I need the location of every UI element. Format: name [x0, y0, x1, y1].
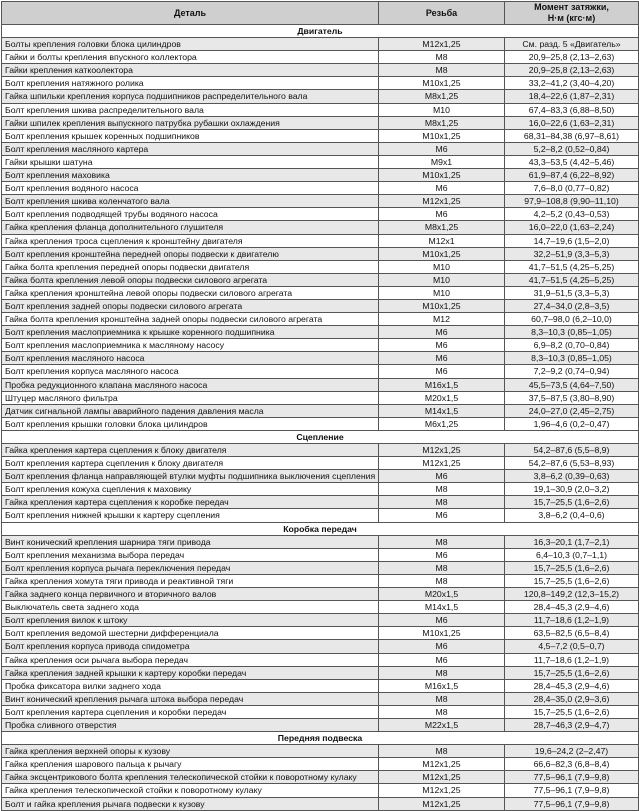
torque-cell: 6,4–10,3 (0,7–1,1) [505, 548, 639, 561]
thread-cell: M8x1,25 [379, 90, 505, 103]
header-torque [505, 2, 639, 25]
thread-cell: M10 [379, 260, 505, 273]
thread-cell: M10x1,25 [379, 247, 505, 260]
torque-cell: 7,2–9,2 (0,74–0,94) [505, 365, 639, 378]
table-row [2, 601, 639, 614]
thread-cell: M6 [379, 182, 505, 195]
part-cell: Винт конический крепления рычага штока выбора передач [2, 692, 379, 705]
part-cell: Гайка крепления хомута тяги привода и реактивной тяги [2, 574, 379, 587]
torque-cell: 32,2–51,9 (3,3–5,3) [505, 247, 639, 260]
torque-cell: 6,9–8,2 (0,70–0,84) [505, 339, 639, 352]
table-row [2, 653, 639, 666]
table-row [2, 142, 639, 155]
table-row [2, 417, 639, 430]
torque-cell: 45,5–73,5 (4,64–7,50) [505, 378, 639, 391]
table-row [2, 561, 639, 574]
table-row [2, 155, 639, 168]
torque-cell: 97,9–108,8 (9,90–11,10) [505, 195, 639, 208]
torque-cell: 31,9–51,5 (3,3–5,3) [505, 286, 639, 299]
part-cell: Болт крепления ведомой шестерни дифференциала [2, 627, 379, 640]
table-row [2, 391, 639, 404]
part-cell: Болт и гайка крепления рычага подвески к кузову [2, 797, 379, 810]
thread-cell: M6 [379, 326, 505, 339]
torque-cell: 14,7–19,6 (1,5–2,0) [505, 234, 639, 247]
table-row [2, 365, 639, 378]
torque-cell: 66,6–82,3 (6,8–8,4) [505, 758, 639, 771]
torque-cell: 15,7–25,5 (1,6–2,6) [505, 496, 639, 509]
part-cell: Болт крепления картера сцепления к блоку двигателя [2, 457, 379, 470]
thread-cell: M10 [379, 286, 505, 299]
part-cell: Болт крепления кожуха сцепления к маховику [2, 483, 379, 496]
table-row [2, 326, 639, 339]
part-cell: Гайка крепления картера сцепления к коробке передач [2, 496, 379, 509]
thread-cell: M12x1 [379, 234, 505, 247]
part-cell: Пробка сливного отверстия [2, 718, 379, 731]
torque-cell: 68,31–84,38 (6,97–8,61) [505, 129, 639, 142]
part-cell: Винт конический крепления шарнира тяги привода [2, 535, 379, 548]
thread-cell: M6x1,25 [379, 417, 505, 430]
table-row [2, 90, 639, 103]
torque-cell: 77,5–96,1 (7,9–9,8) [505, 797, 639, 810]
part-cell: Болт крепления маслоприемника к крышке коренного подшипника [2, 326, 379, 339]
part-cell: Гайки крепления каткоолектора [2, 64, 379, 77]
thread-cell: M20x1,5 [379, 391, 505, 404]
torque-cell: 19,6–24,2 (2–2,47) [505, 745, 639, 758]
part-cell: Болты крепления головки блока цилиндров [2, 38, 379, 51]
part-cell: Гайка крепления троса сцепления к кронштейну двигателя [2, 234, 379, 247]
thread-cell: M10x1,25 [379, 129, 505, 142]
section-title: Коробка передач [2, 522, 639, 535]
part-cell: Болт крепления водяного насоса [2, 182, 379, 195]
part-cell: Болт крепления шкива коленчатого вала [2, 195, 379, 208]
part-cell: Гайка крепления верхней опоры к кузову [2, 745, 379, 758]
part-cell: Гайки и болты крепления впускного коллектора [2, 51, 379, 64]
table-row [2, 260, 639, 273]
table-row [2, 718, 639, 731]
header-thread: Резьба [379, 2, 505, 25]
thread-cell: M10x1,25 [379, 169, 505, 182]
table-row [2, 745, 639, 758]
part-cell: Гайка крепления оси рычага выбора передач [2, 653, 379, 666]
torque-cell: 77,5–96,1 (7,9–9,8) [505, 771, 639, 784]
thread-cell: M14x1,5 [379, 404, 505, 417]
table-row [2, 548, 639, 561]
table-row [2, 771, 639, 784]
part-cell: Болт крепления натяжного ролика [2, 77, 379, 90]
thread-cell: M8 [379, 51, 505, 64]
thread-cell: M12x1,25 [379, 797, 505, 810]
thread-cell: M12x1,25 [379, 444, 505, 457]
part-cell: Болт крепления механизма выбора передач [2, 548, 379, 561]
torque-cell: 3,8–6,2 (0,4–0,6) [505, 509, 639, 522]
table-row [2, 313, 639, 326]
thread-cell: M12x1,25 [379, 784, 505, 797]
part-cell: Болт крепления шкива распределительного вала [2, 103, 379, 116]
part-cell: Гайка болта крепления левой опоры подвески силового агрегата [2, 273, 379, 286]
table-row [2, 77, 639, 90]
thread-cell: M8 [379, 692, 505, 705]
torque-cell: 15,7–25,5 (1,6–2,6) [505, 705, 639, 718]
thread-cell: M8 [379, 535, 505, 548]
torque-cell: 61,9–87,4 (6,22–8,92) [505, 169, 639, 182]
thread-cell: M6 [379, 208, 505, 221]
part-cell: Гайка шпильки крепления корпуса подшипников распределительного вала [2, 90, 379, 103]
part-cell: Гайка крепления фланца дополнительного глушителя [2, 221, 379, 234]
header-torque-line2: Н·м (кгс·м) [547, 13, 596, 23]
torque-cell: 4,5–7,2 (0,5–0,7) [505, 640, 639, 653]
part-cell: Штуцер масляного фильтра [2, 391, 379, 404]
thread-cell: M6 [379, 142, 505, 155]
torque-cell: 3,8–6,2 (0,39–0,63) [505, 470, 639, 483]
part-cell: Болт крепления крышек коренных подшипников [2, 129, 379, 142]
part-cell: Гайка крепления телескопической стойки к поворотному кулаку [2, 784, 379, 797]
table-row [2, 679, 639, 692]
thread-cell: M8 [379, 496, 505, 509]
thread-cell: M12x1,25 [379, 38, 505, 51]
part-cell: Болт крепления фланца направляющей втулки муфты подшипника выключения сцепления [2, 470, 379, 483]
torque-cell: 15,7–25,5 (1,6–2,6) [505, 574, 639, 587]
part-cell: Гайки шпилек крепления выпускного патрубка рубашки охлаждения [2, 116, 379, 129]
torque-cell: 15,7–25,5 (1,6–2,6) [505, 561, 639, 574]
torque-cell: 43,3–53,5 (4,42–5,46) [505, 155, 639, 168]
thread-cell: M12x1,25 [379, 771, 505, 784]
thread-cell: M9x1 [379, 155, 505, 168]
table-row [2, 208, 639, 221]
torque-cell: 77,5–96,1 (7,9–9,8) [505, 784, 639, 797]
table-row [2, 692, 639, 705]
part-cell: Пробка фиксатора вилки заднего хода [2, 679, 379, 692]
torque-cell: 28,4–45,3 (2,9–4,6) [505, 679, 639, 692]
thread-cell: M6 [379, 653, 505, 666]
thread-cell: M16x1,5 [379, 679, 505, 692]
table-row [2, 247, 639, 260]
torque-cell: 18,4–22,6 (1,87–2,31) [505, 90, 639, 103]
torque-cell: 16,0–22,6 (1,63–2,31) [505, 116, 639, 129]
torque-cell: 16,0–22,0 (1,63–2,24) [505, 221, 639, 234]
table-row [2, 705, 639, 718]
thread-cell: M12x1,25 [379, 457, 505, 470]
thread-cell: M6 [379, 614, 505, 627]
thread-cell: M10x1,25 [379, 299, 505, 312]
part-cell: Болт крепления кронштейна передней опоры подвески к двигателю [2, 247, 379, 260]
torque-cell: См. разд. 5 «Двигатель» [505, 38, 639, 51]
table-row [2, 169, 639, 182]
part-cell: Болт крепления вилок к штоку [2, 614, 379, 627]
torque-cell: 54,2–87,6 (5,53–8,93) [505, 457, 639, 470]
table-row [2, 404, 639, 417]
torque-cell: 1,96–4,6 (0,2–0,47) [505, 417, 639, 430]
part-cell: Болт крепления подводящей трубы водяного насоса [2, 208, 379, 221]
part-cell: Гайка болта крепления кронштейна задней опоры подвески силового агрегата [2, 313, 379, 326]
table-body [2, 25, 639, 811]
torque-cell: 20,9–25,8 (2,13–2,63) [505, 64, 639, 77]
table-row [2, 758, 639, 771]
torque-cell: 28,4–45,3 (2,9–4,6) [505, 601, 639, 614]
part-cell: Гайка крепления задней крышки к картеру коробки передач [2, 666, 379, 679]
header-part: Деталь [2, 2, 379, 25]
part-cell: Болт крепления маслоприемника к масляному насосу [2, 339, 379, 352]
torque-cell: 41,7–51,5 (4,25–5,25) [505, 273, 639, 286]
table-row [2, 614, 639, 627]
torque-cell: 5,2–8,2 (0,52–0,84) [505, 142, 639, 155]
table-row [2, 588, 639, 601]
part-cell: Болт крепления крышки головки блока цилиндров [2, 417, 379, 430]
thread-cell: M6 [379, 470, 505, 483]
table-row [2, 483, 639, 496]
section-title: Двигатель [2, 25, 639, 38]
torque-cell: 60,7–98,0 (6,2–10,0) [505, 313, 639, 326]
part-cell: Гайка заднего конца первичного и вторичного валов [2, 588, 379, 601]
table-row [2, 535, 639, 548]
torque-cell: 15,7–25,5 (1,6–2,6) [505, 666, 639, 679]
torque-cell: 11,7–18,6 (1,2–1,9) [505, 653, 639, 666]
torque-cell: 28,4–35,0 (2,9–3,6) [505, 692, 639, 705]
table-row [2, 378, 639, 391]
thread-cell: M8 [379, 745, 505, 758]
thread-cell: M12 [379, 313, 505, 326]
torque-cell: 120,8–149,2 (12,3–15,2) [505, 588, 639, 601]
table-row [2, 640, 639, 653]
thread-cell: M10x1,25 [379, 627, 505, 640]
thread-cell: M6 [379, 509, 505, 522]
torque-cell: 20,9–25,8 (2,13–2,63) [505, 51, 639, 64]
part-cell: Гайки крышки шатуна [2, 155, 379, 168]
torque-cell: 11,7–18,6 (1,2–1,9) [505, 614, 639, 627]
torque-table [1, 1, 639, 811]
part-cell: Гайка болта крепления передней опоры подвески двигателя [2, 260, 379, 273]
thread-cell: M6 [379, 548, 505, 561]
thread-cell: M10 [379, 273, 505, 286]
thread-cell: M20x1,5 [379, 588, 505, 601]
section-header-row [2, 25, 639, 38]
torque-cell: 33,2–41,2 (3,40–4,20) [505, 77, 639, 90]
part-cell: Болт крепления масляного картера [2, 142, 379, 155]
table-row [2, 470, 639, 483]
torque-cell: 67,4–83,3 (6,88–8,50) [505, 103, 639, 116]
thread-cell: M8 [379, 561, 505, 574]
part-cell: Болт крепления масляного насоса [2, 352, 379, 365]
thread-cell: M6 [379, 352, 505, 365]
section-title: Передняя подвеска [2, 732, 639, 745]
part-cell: Датчик сигнальной лампы аварийного падения давления масла [2, 404, 379, 417]
section-header-row [2, 522, 639, 535]
torque-cell: 27,4–34,0 (2,8–3,5) [505, 299, 639, 312]
table-row [2, 797, 639, 810]
thread-cell: M10 [379, 103, 505, 116]
torque-cell: 8,3–10,3 (0,85–1,05) [505, 326, 639, 339]
table-row [2, 51, 639, 64]
table-row [2, 784, 639, 797]
table-row [2, 299, 639, 312]
section-header-row [2, 732, 639, 745]
thread-cell: M8x1,25 [379, 221, 505, 234]
part-cell: Болт крепления задней опоры подвески силового агрегата [2, 299, 379, 312]
thread-cell: M8 [379, 483, 505, 496]
table-row [2, 195, 639, 208]
thread-cell: M8 [379, 666, 505, 679]
table-row [2, 339, 639, 352]
table-row [2, 64, 639, 77]
part-cell: Гайка крепления картера сцепления к блоку двигателя [2, 444, 379, 457]
thread-cell: M6 [379, 339, 505, 352]
table-row [2, 286, 639, 299]
table-row [2, 234, 639, 247]
torque-cell: 54,2–87,6 (5,5–8,9) [505, 444, 639, 457]
part-cell: Гайка крепления кронштейна левой опоры подвески силового агрегата [2, 286, 379, 299]
table-row [2, 182, 639, 195]
part-cell: Выключатель света заднего хода [2, 601, 379, 614]
thread-cell: M8 [379, 574, 505, 587]
table-row [2, 273, 639, 286]
torque-cell: 8,3–10,3 (0,85–1,05) [505, 352, 639, 365]
table-row [2, 352, 639, 365]
torque-cell: 7,6–8,0 (0,77–0,82) [505, 182, 639, 195]
thread-cell: M22x1,5 [379, 718, 505, 731]
torque-cell: 24,0–27,0 (2,45–2,75) [505, 404, 639, 417]
table-row [2, 444, 639, 457]
thread-cell: M8x1,25 [379, 116, 505, 129]
thread-cell: M6 [379, 640, 505, 653]
table-header-row [2, 2, 639, 25]
section-header-row [2, 430, 639, 443]
torque-cell: 4,2–5,2 (0,43–0,53) [505, 208, 639, 221]
part-cell: Гайка эксцентрикового болта крепления телескопической стойки к поворотному кулаку [2, 771, 379, 784]
table-row [2, 574, 639, 587]
thread-cell: M10x1,25 [379, 77, 505, 90]
part-cell: Болт крепления нижней крышки к картеру сцепления [2, 509, 379, 522]
part-cell: Болт крепления корпуса масляного насоса [2, 365, 379, 378]
table-row [2, 38, 639, 51]
table-row [2, 509, 639, 522]
section-title: Сцепление [2, 430, 639, 443]
table-row [2, 496, 639, 509]
torque-cell: 16,3–20,1 (1,7–2,1) [505, 535, 639, 548]
thread-cell: M16x1,5 [379, 378, 505, 391]
torque-cell: 63,5–82,5 (6,5–8,4) [505, 627, 639, 640]
torque-cell: 37,5–87,5 (3,80–8,90) [505, 391, 639, 404]
part-cell: Гайка крепления шарового пальца к рычагу [2, 758, 379, 771]
thread-cell: M14x1,5 [379, 601, 505, 614]
table-row [2, 116, 639, 129]
part-cell: Болт крепления маховика [2, 169, 379, 182]
thread-cell: M12x1,25 [379, 758, 505, 771]
torque-cell: 19,1–30,9 (2,0–3,2) [505, 483, 639, 496]
part-cell: Болт крепления корпуса привода спидометра [2, 640, 379, 653]
table-row [2, 129, 639, 142]
table-row [2, 103, 639, 116]
thread-cell: M8 [379, 64, 505, 77]
table-row [2, 627, 639, 640]
thread-cell: M6 [379, 365, 505, 378]
thread-cell: M12x1,25 [379, 195, 505, 208]
torque-cell: 41,7–51,5 (4,25–5,25) [505, 260, 639, 273]
part-cell: Болт крепления картера сцепления и коробки передач [2, 705, 379, 718]
table-row [2, 457, 639, 470]
part-cell: Болт крепления корпуса рычага переключения передач [2, 561, 379, 574]
table-row [2, 221, 639, 234]
header-torque-line1: Момент затяжки, [534, 2, 609, 12]
torque-cell: 28,7–46,3 (2,9–4,7) [505, 718, 639, 731]
part-cell: Пробка редукционного клапана масляного насоса [2, 378, 379, 391]
table-row [2, 666, 639, 679]
thread-cell: M8 [379, 705, 505, 718]
